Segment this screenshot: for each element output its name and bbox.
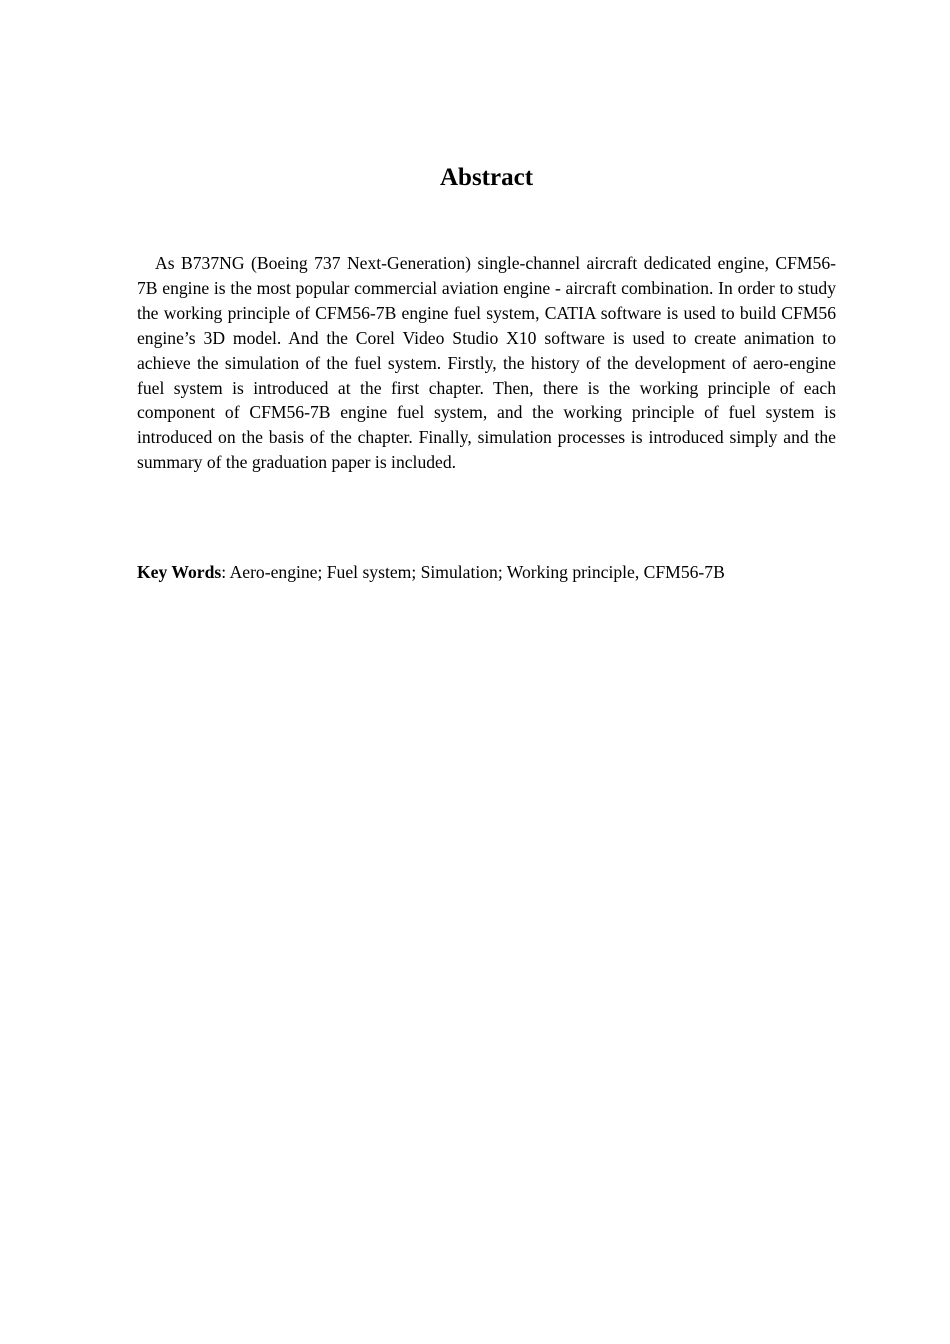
keywords-list: Aero-engine; Fuel system; Simulation; Working principle, CFM56-7B bbox=[229, 562, 725, 582]
abstract-title: Abstract bbox=[439, 164, 534, 191]
abstract-body: As B737NG (Boeing 737 Next-Generation) single-channel aircraft dedicated engine, CFM56-7B engine is the most popular commercial aviation engine - aircraft combination. In order to study the working principle of CFM56-7B engine fuel system, CATIA software is used to build CFM56 engine’s 3D model. And the Corel Video Studio X10 software is used to create animation to achieve the simulation of the fuel system. Firstly, the history of the development of aero-engine fuel system is introduced at the first chapter. Then, there is the working principle of each component of CFM56-7B engine fuel system, and the working principle of fuel system is introduced on the basis of the chapter. Finally, simulation processes is introduced simply and the summary of the graduation paper is included. bbox=[137, 253, 836, 473]
keywords-line bbox=[137, 560, 836, 585]
keywords-separator: : bbox=[221, 562, 230, 582]
keywords-label: Key Words bbox=[137, 562, 222, 582]
